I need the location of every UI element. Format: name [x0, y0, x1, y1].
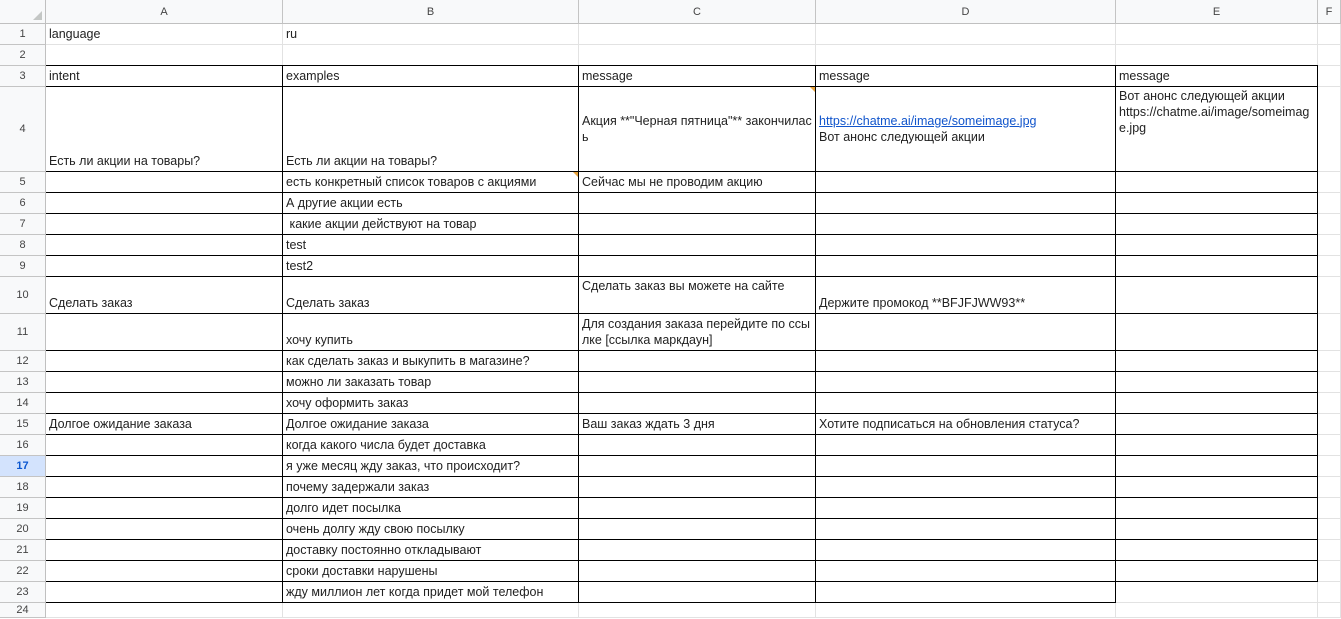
cell-e3[interactable]	[1116, 66, 1318, 87]
row-header-19[interactable]: 19	[0, 498, 46, 519]
cell-d6[interactable]	[816, 193, 1116, 214]
cell-f11[interactable]	[1318, 314, 1341, 351]
cell-c24[interactable]	[579, 603, 816, 618]
cell-a17[interactable]	[46, 456, 283, 477]
cell-b1-text: ru	[286, 27, 298, 41]
border-line	[46, 455, 1318, 456]
cell-a14[interactable]	[46, 393, 283, 414]
cell-e24[interactable]	[1116, 603, 1318, 618]
cell-e11[interactable]	[1116, 314, 1318, 351]
cell-d13[interactable]	[816, 372, 1116, 393]
cell-b13[interactable]	[283, 372, 579, 393]
cell-d15[interactable]	[816, 414, 1116, 435]
border-line	[46, 234, 1318, 235]
cell-b3[interactable]	[283, 66, 579, 87]
cell-a15[interactable]	[46, 414, 283, 435]
cell-b20[interactable]	[283, 519, 579, 540]
border-line	[46, 276, 1318, 277]
cell-f7[interactable]	[1318, 214, 1341, 235]
row-header-20[interactable]: 20	[0, 519, 46, 540]
cell-a21[interactable]	[46, 540, 283, 561]
cell-e10[interactable]	[1116, 277, 1318, 314]
row-header-7[interactable]: 7	[0, 214, 46, 235]
cell-f20[interactable]	[1318, 519, 1341, 540]
cell-e21[interactable]	[1116, 540, 1318, 561]
cell-e2[interactable]	[1116, 45, 1318, 66]
cell-f6[interactable]	[1318, 193, 1341, 214]
cell-b19-text: долго идет посылка	[286, 501, 401, 515]
cell-f2[interactable]	[1318, 45, 1341, 66]
cell-a22[interactable]	[46, 561, 283, 582]
row-header-5[interactable]: 5	[0, 172, 46, 193]
cell-b16[interactable]	[283, 435, 579, 456]
cell-a7[interactable]	[46, 214, 283, 235]
cell-e7[interactable]	[1116, 214, 1318, 235]
cell-b5-text: есть конкретный список товаров с акциями	[286, 175, 537, 189]
cell-c11-text: Для создания заказа перейдите по ссылке [ссылка маркдаун]	[582, 317, 810, 347]
cell-e23[interactable]	[1116, 582, 1318, 603]
cell-e5[interactable]	[1116, 172, 1318, 193]
cell-c17[interactable]	[579, 456, 816, 477]
cell-a3[interactable]	[46, 66, 283, 87]
cell-a23[interactable]	[46, 582, 283, 603]
border-line	[46, 255, 1318, 256]
cell-c3[interactable]	[579, 66, 816, 87]
column-header-b[interactable]: B	[283, 0, 579, 24]
cell-b21[interactable]	[283, 540, 579, 561]
cell-c9[interactable]	[579, 256, 816, 277]
border-line	[46, 560, 1318, 561]
cell-d5[interactable]	[816, 172, 1116, 193]
cell-a11[interactable]	[46, 314, 283, 351]
border-line	[46, 350, 1318, 351]
cell-d19[interactable]	[816, 498, 1116, 519]
cell-f16[interactable]	[1318, 435, 1341, 456]
cell-c15-text: Ваш заказ ждать 3 дня	[582, 417, 715, 431]
cell-f1[interactable]	[1318, 24, 1341, 45]
cell-c2[interactable]	[579, 45, 816, 66]
cell-f19[interactable]	[1318, 498, 1341, 519]
cell-e13[interactable]	[1116, 372, 1318, 393]
cell-a15-text: Долгое ожидание заказа	[49, 417, 192, 431]
cell-a16[interactable]	[46, 435, 283, 456]
cell-e18[interactable]	[1116, 477, 1318, 498]
cell-f21[interactable]	[1318, 540, 1341, 561]
row-header-15[interactable]: 15	[0, 414, 46, 435]
cell-a6[interactable]	[46, 193, 283, 214]
cell-e17[interactable]	[1116, 456, 1318, 477]
cell-e4-text: Вот анонс следующей акции https://chatme.ai/image/someimage.jpg	[1119, 89, 1310, 135]
border-line	[46, 371, 1318, 372]
cell-b14[interactable]	[283, 393, 579, 414]
cell-a24[interactable]	[46, 603, 283, 618]
row-header-13[interactable]: 13	[0, 372, 46, 393]
cell-b18[interactable]	[283, 477, 579, 498]
border-line	[282, 66, 283, 603]
cell-c11[interactable]	[579, 314, 816, 351]
cell-a4[interactable]	[46, 87, 283, 172]
cell-f10[interactable]	[1318, 277, 1341, 314]
row-header-10[interactable]: 10	[0, 277, 46, 314]
column-header-e[interactable]: E	[1116, 0, 1318, 24]
row-header-22[interactable]: 22	[0, 561, 46, 582]
border-line	[46, 518, 1318, 519]
cell-b1[interactable]	[283, 24, 579, 45]
cell-f12[interactable]	[1318, 351, 1341, 372]
cell-b12-text: как сделать заказ и выкупить в магазине?	[286, 354, 530, 368]
cell-b15-text: Долгое ожидание заказа	[286, 417, 429, 431]
cell-c22[interactable]	[579, 561, 816, 582]
row-header-16[interactable]: 16	[0, 435, 46, 456]
cell-f13[interactable]	[1318, 372, 1341, 393]
cell-c15[interactable]	[579, 414, 816, 435]
cell-f9[interactable]	[1318, 256, 1341, 277]
cell-c20[interactable]	[579, 519, 816, 540]
cell-b16-text: когда какого числа будет доставка	[286, 438, 486, 452]
cell-b21-text: доставку постоянно откладывают	[286, 543, 482, 557]
row-header-11[interactable]: 11	[0, 314, 46, 351]
cell-b2[interactable]	[283, 45, 579, 66]
cell-a1-text: language	[49, 27, 101, 41]
column-header-c[interactable]: C	[579, 0, 816, 24]
cell-e6[interactable]	[1116, 193, 1318, 214]
cell-b8-text: test	[286, 238, 307, 252]
cell-b23-text: жду миллион лет когда придет мой телефон	[286, 585, 544, 599]
cell-d8[interactable]	[816, 235, 1116, 256]
cell-b10[interactable]	[283, 277, 579, 314]
cell-f24[interactable]	[1318, 603, 1341, 618]
cell-a18[interactable]	[46, 477, 283, 498]
cell-d24[interactable]	[816, 603, 1116, 618]
cell-e16[interactable]	[1116, 435, 1318, 456]
cell-d9[interactable]	[816, 256, 1116, 277]
border-line	[578, 66, 579, 603]
cell-a2[interactable]	[46, 45, 283, 66]
cell-d10[interactable]	[816, 277, 1116, 314]
border-line	[815, 66, 816, 603]
row-header-14[interactable]: 14	[0, 393, 46, 414]
cell-b8[interactable]	[283, 235, 579, 256]
cell-b9-text: test2	[286, 259, 314, 273]
cell-c13[interactable]	[579, 372, 816, 393]
cell-b13-text: можно ли заказать товар	[286, 375, 432, 389]
cell-a13[interactable]	[46, 372, 283, 393]
cell-c4-text: Акция **"Черная пятница"** закончилась	[582, 113, 812, 144]
border-line	[46, 539, 1318, 540]
cell-a3-text: intent	[49, 69, 80, 83]
cell-a1[interactable]	[46, 24, 283, 45]
cell-c6[interactable]	[579, 193, 816, 214]
cell-b7[interactable]	[283, 214, 579, 235]
cell-c10-text: Сделать заказ вы можете на сайте	[582, 279, 785, 293]
cell-d14[interactable]	[816, 393, 1116, 414]
cell-f14[interactable]	[1318, 393, 1341, 414]
border-line	[46, 476, 1318, 477]
cell-c14[interactable]	[579, 393, 816, 414]
border-line	[46, 213, 1318, 214]
border-line	[46, 413, 1318, 414]
cell-d23[interactable]	[816, 582, 1116, 603]
cell-a4-text: Есть ли акции на товары?	[49, 154, 201, 168]
cell-e22[interactable]	[1116, 561, 1318, 582]
cell-c16[interactable]	[579, 435, 816, 456]
cell-d3[interactable]	[816, 66, 1116, 87]
cell-e3-text: message	[1119, 69, 1170, 83]
border-line	[46, 392, 1318, 393]
cell-c3-text: message	[582, 69, 633, 83]
column-header-f[interactable]: F	[1318, 0, 1341, 24]
border-line	[46, 602, 1116, 603]
cell-c21[interactable]	[579, 540, 816, 561]
border-line	[46, 313, 1318, 314]
cell-a9[interactable]	[46, 256, 283, 277]
cell-b24[interactable]	[283, 603, 579, 618]
cell-a19[interactable]	[46, 498, 283, 519]
cell-d10-text: Держите промокод **BFJFJWW93**	[819, 296, 1026, 310]
column-header-a[interactable]: A	[46, 0, 283, 24]
cell-b3-text: examples	[286, 69, 340, 83]
cell-a20[interactable]	[46, 519, 283, 540]
select-all-corner[interactable]	[0, 0, 46, 24]
cell-f15[interactable]	[1318, 414, 1341, 435]
cell-b4[interactable]	[283, 87, 579, 172]
cell-c5-text: Сейчас мы не проводим акцию	[582, 175, 763, 189]
cell-c4[interactable]	[579, 87, 816, 172]
cell-c12[interactable]	[579, 351, 816, 372]
border-line	[46, 86, 1318, 87]
cell-e4[interactable]	[1116, 87, 1318, 172]
cell-f8[interactable]	[1318, 235, 1341, 256]
cell-d3-text: message	[819, 69, 870, 83]
cell-f17[interactable]	[1318, 456, 1341, 477]
cell-f23[interactable]	[1318, 582, 1341, 603]
cell-f3[interactable]	[1318, 66, 1341, 87]
cell-d20[interactable]	[816, 519, 1116, 540]
cell-d12[interactable]	[816, 351, 1116, 372]
cell-b23[interactable]	[283, 582, 579, 603]
cell-b18-text: почему задержали заказ	[286, 480, 430, 494]
cell-b6-text: А другие акции есть	[286, 196, 403, 210]
selected-cell-outline	[578, 171, 816, 193]
cell-f18[interactable]	[1318, 477, 1341, 498]
cell-b22[interactable]	[283, 561, 579, 582]
cell-d2[interactable]	[816, 45, 1116, 66]
cell-b6[interactable]	[283, 193, 579, 214]
cell-d4-link[interactable]: https://chatme.ai/image/someimage.jpg	[819, 113, 1037, 128]
row-header-12[interactable]: 12	[0, 351, 46, 372]
row-header-17[interactable]: 17	[0, 456, 46, 477]
cell-e14[interactable]	[1116, 393, 1318, 414]
cell-c18[interactable]	[579, 477, 816, 498]
cell-e8[interactable]	[1116, 235, 1318, 256]
border-line	[46, 581, 1318, 582]
cell-a10-text: Сделать заказ	[49, 296, 133, 310]
cell-d1[interactable]	[816, 24, 1116, 45]
cell-b12[interactable]	[283, 351, 579, 372]
cell-b22-text: сроки доставки нарушены	[286, 564, 438, 578]
cell-d4-text: Вот анонс следующей акции	[819, 129, 985, 144]
cell-e12[interactable]	[1116, 351, 1318, 372]
cell-f5[interactable]	[1318, 172, 1341, 193]
cell-b10-text: Сделать заказ	[286, 296, 370, 310]
cell-c7[interactable]	[579, 214, 816, 235]
cell-b11[interactable]	[283, 314, 579, 351]
border-line	[1115, 66, 1116, 603]
row-header-21[interactable]: 21	[0, 540, 46, 561]
cell-d11[interactable]	[816, 314, 1116, 351]
row-header-8[interactable]: 8	[0, 235, 46, 256]
cell-e19[interactable]	[1116, 498, 1318, 519]
border-line	[46, 434, 1318, 435]
cell-b5[interactable]	[283, 172, 579, 193]
cell-c23[interactable]	[579, 582, 816, 603]
row-header-24[interactable]: 24	[0, 603, 46, 618]
cell-c1[interactable]	[579, 24, 816, 45]
cell-a10[interactable]	[46, 277, 283, 314]
border-line	[1317, 66, 1318, 582]
cell-b4-text: Есть ли акции на товары?	[286, 154, 438, 168]
cell-d17[interactable]	[816, 456, 1116, 477]
cell-c8[interactable]	[579, 235, 816, 256]
row-header-2[interactable]: 2	[0, 45, 46, 66]
cell-d16[interactable]	[816, 435, 1116, 456]
cell-e20[interactable]	[1116, 519, 1318, 540]
cell-e1[interactable]	[1116, 24, 1318, 45]
cell-f22[interactable]	[1318, 561, 1341, 582]
row-header-3[interactable]: 3	[0, 66, 46, 87]
cell-b7-text: какие акции действуют на товар	[286, 217, 477, 231]
border-line	[46, 497, 1318, 498]
cell-b14-text: хочу оформить заказ	[286, 396, 409, 410]
cell-d21[interactable]	[816, 540, 1116, 561]
cell-e9[interactable]	[1116, 256, 1318, 277]
cell-a12[interactable]	[46, 351, 283, 372]
row-header-1[interactable]: 1	[0, 24, 46, 45]
cell-a5[interactable]	[46, 172, 283, 193]
cell-b9[interactable]	[283, 256, 579, 277]
cell-b17[interactable]	[283, 456, 579, 477]
cell-b17-text: я уже месяц жду заказ, что происходит?	[286, 459, 521, 473]
cell-b19[interactable]	[283, 498, 579, 519]
row-header-6[interactable]: 6	[0, 193, 46, 214]
cell-a8[interactable]	[46, 235, 283, 256]
row-header-23[interactable]: 23	[0, 582, 46, 603]
cell-b11-text: хочу купить	[286, 333, 353, 347]
cell-c19[interactable]	[579, 498, 816, 519]
column-header-d[interactable]: D	[816, 0, 1116, 24]
row-header-9[interactable]: 9	[0, 256, 46, 277]
cell-d18[interactable]	[816, 477, 1116, 498]
comment-marker[interactable]	[810, 87, 815, 92]
cell-e15[interactable]	[1116, 414, 1318, 435]
cell-d4[interactable]	[816, 87, 1116, 172]
cell-f4[interactable]	[1318, 87, 1341, 172]
cell-d7[interactable]	[816, 214, 1116, 235]
cell-b15[interactable]	[283, 414, 579, 435]
row-header-4[interactable]: 4	[0, 87, 46, 172]
cell-d15-text: Хотите подписаться на обновления статуса?	[819, 417, 1080, 431]
cell-d22[interactable]	[816, 561, 1116, 582]
cell-c10[interactable]	[579, 277, 816, 314]
cell-b20-text: очень долгу жду свою посылку	[286, 522, 465, 536]
row-header-18[interactable]: 18	[0, 477, 46, 498]
border-line	[46, 65, 1318, 66]
